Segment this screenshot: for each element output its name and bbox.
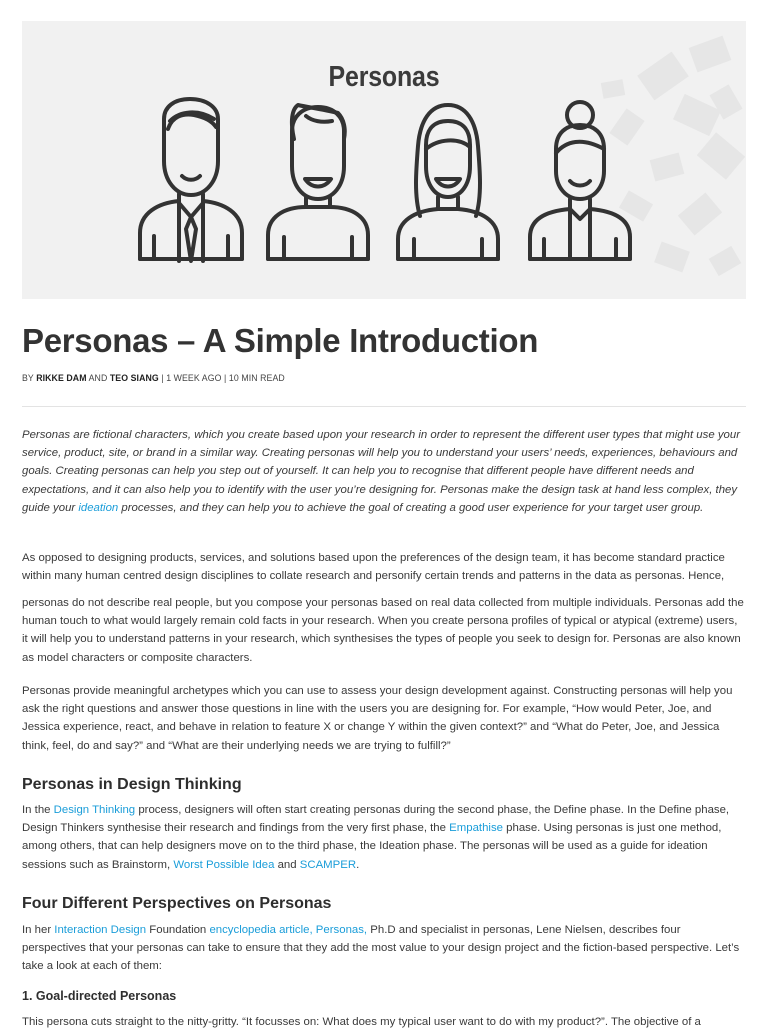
encyclopedia-article-link[interactable]: encyclopedia article, Personas, bbox=[209, 924, 368, 936]
article-title: Personas – A Simple Introduction bbox=[22, 322, 539, 359]
divider bbox=[22, 406, 746, 407]
interaction-design-link[interactable]: Interaction Design bbox=[54, 924, 147, 936]
hero-banner bbox=[22, 21, 746, 299]
goal-directed-paragraph: This persona cuts straight to the nitty-gritty. “It focusses on: What does my typical user want to do with my product?”. The objective of a bbox=[22, 1016, 701, 1028]
persona-woman-bun-icon bbox=[530, 102, 630, 259]
empathise-link[interactable]: Empathise bbox=[449, 822, 503, 835]
byline bbox=[22, 373, 285, 384]
persona-man-tie-icon bbox=[140, 99, 242, 261]
heading-personas-in-design-thinking: Personas in Design Thinking bbox=[22, 776, 242, 793]
hero-title: Personas bbox=[328, 61, 440, 93]
author-link-teo-siang[interactable]: TEO SIANG bbox=[109, 373, 159, 384]
heading-four-perspectives: Four Different Perspectives on Personas bbox=[22, 895, 332, 912]
intro-paragraph: Personas are fictional characters, which you create based upon your research in order to represent the different user types that might use your service, product, site, or brand in a similar way. Creating personas will help you to understand your users’ needs, experiences, behaviours and goals. Creating personas can help you step out of yourself. It can help you to recognise that different people have different needs and expectations, and it can also help you to identify with the user you’re designing for. Personas make the design task at hand less complex, they guide your ideation processes, and they can help you to achieve the goal of creating a good user experience for your target user group. bbox=[22, 429, 740, 514]
scamper-link[interactable]: SCAMPER bbox=[299, 858, 357, 871]
persona-woman-long-hair-icon bbox=[398, 105, 498, 259]
body-paragraph-1: As opposed to designing products, services, and solutions based upon the preferences of the design team, it has become standard practice within many human centred design disciplines to collate research and personify certain trends and patterns in the data as personas. Hence, bbox=[22, 552, 725, 583]
design-thinking-link[interactable]: Design Thinking bbox=[53, 804, 136, 816]
body-paragraph-3: Personas provide meaningful archetypes which you can use to assess your design development against. Constructing personas will help you ask the right questions and answer those questions in line with the users you are designing for. For example, “How would Peter, Joe, and Jessica experience, react, and behave in relation to feature X or change Y within the given context?” and “What do Peter, Joe, and Jessica think, feel, do and say?” and “What are their underlying needs we are trying to fulfill?” bbox=[22, 685, 733, 752]
author-link-rikke-dam[interactable]: RIKKE DAM bbox=[36, 373, 87, 384]
persona-illustration bbox=[22, 21, 746, 299]
design-thinking-paragraph: In the Design Thinking process, designers will often start creating personas during the second phase, the Define phase. In the Define phase, Design Thinkers synthesise their research and findings from the very first phase, the Empathise phase. Using personas is just one method, among others, that can help designers move on to the third phase, the Ideation phase. The personas will be used as a guide for ideation sessions such as Brainstorm, Worst Possible Idea and SCAMPER. bbox=[22, 804, 730, 871]
byline-meta: | 1 WEEK AGO | 10 MIN READ bbox=[161, 373, 285, 384]
heading-goal-directed-personas: 1. Goal-directed Personas bbox=[22, 989, 177, 1003]
four-perspectives-paragraph: In her Interaction Design Foundation encyclopedia article, Personas, Ph.D and specialist in personas, Lene Nielsen, describes four perspectives that your personas can take to ensure that they add the most value to your design project and the fiction-based perspective. Let’s take a look at each of them: bbox=[22, 924, 740, 973]
byline-and: AND bbox=[88, 373, 108, 384]
body-paragraph-2: personas do not describe real people, but you compose your personas based on real data collected from multiple individuals. Personas add the human touch to what would largely remain cold facts in your research. When you create persona profiles of typical or atypical (extreme) users, it will help you to understand patterns in your research, which synthesises the types of people you seek to design for. Personas are also known as model characters or composite characters. bbox=[22, 597, 744, 664]
worst-possible-idea-link[interactable]: Worst Possible Idea bbox=[173, 858, 275, 871]
ideation-link[interactable]: ideation bbox=[78, 501, 119, 514]
persona-man-quiff-icon bbox=[268, 105, 368, 259]
byline-prefix: BY bbox=[22, 373, 34, 384]
